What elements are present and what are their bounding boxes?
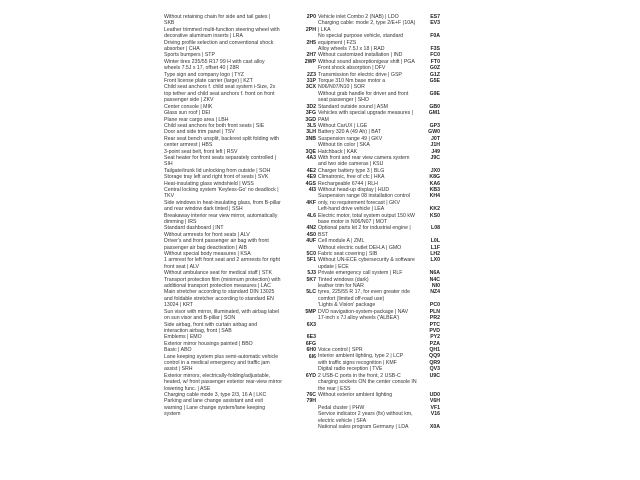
option-code: 5LC	[306, 289, 316, 296]
option-code: NI0	[431, 283, 440, 290]
option-description: Door and side trim panel | TSV	[164, 129, 235, 136]
option-code: 2PH	[305, 26, 316, 33]
option-description: leather trim for NAR	[318, 283, 364, 290]
option-description: Without CarUX | LGE	[318, 122, 368, 129]
option-description: National sales program Germany | LDA	[318, 423, 409, 430]
option-description: Suspension range 08 installation control only, no requirement forecast | GKV	[318, 193, 412, 206]
option-description: Emblems | EMO	[164, 334, 202, 341]
option-row	[318, 78, 440, 91]
option-code: 3FG	[305, 110, 316, 117]
option-description: Without tin color | SKA	[318, 142, 370, 149]
option-code: 4E2	[306, 167, 316, 174]
option-code: 6X3	[306, 321, 316, 328]
option-description: Electric motor, total system output 150 kW base motor in N06/N07 | MOT	[318, 212, 417, 225]
option-code: 2H7	[306, 52, 316, 59]
option-code: G5E	[429, 78, 440, 85]
option-code: 3CX	[305, 84, 316, 91]
option-code: L08	[431, 225, 440, 232]
option-description: Main stretcher according to standard DIN 13025 and foldable stretcher according to standard EN 13024 | KRT	[164, 289, 276, 309]
option-description: Charging cable: mode 2, type 2/E+F (10A) | LKA	[318, 20, 417, 33]
option-code: 3NB	[305, 135, 316, 142]
option-row	[164, 213, 316, 226]
option-code: 2H5	[306, 39, 316, 46]
option-description: Charger battery type 3 | BLG	[318, 167, 385, 174]
option-description: Side airbag, front with curtain airbag and interaction airbag, front | SAB	[164, 321, 259, 334]
option-description: Vehicle inlet Combo 2 (NAB) | LDO	[318, 14, 399, 20]
option-description: Without exterior ambient lighting	[318, 391, 393, 398]
option-code: 6YD	[305, 372, 316, 379]
option-row	[164, 322, 316, 335]
option-row	[164, 84, 316, 103]
option-description: Without ambulance seat for medical staff | STK	[164, 270, 272, 277]
option-code: KH4	[429, 193, 440, 200]
option-code: GB0	[429, 103, 440, 110]
option-description: Vehicles with special upgrade measures | PAM	[318, 110, 415, 123]
option-description: Interior ambient lighting, type 2 | LCP	[318, 353, 404, 360]
option-code: 3GD	[305, 116, 316, 123]
option-row	[164, 257, 316, 270]
option-code: 5MP	[305, 308, 316, 315]
option-code: F3S	[430, 46, 440, 53]
option-row	[164, 155, 316, 168]
option-description: Plane rear cargo area | LBH	[164, 116, 229, 123]
option-code: 6I6	[308, 353, 316, 360]
option-code: 5F1	[307, 257, 316, 264]
option-description: Heat-insulating glass windshield | WSS	[164, 180, 254, 187]
option-description: Transmission for electric drive | GSP	[318, 71, 402, 78]
option-description: Alloy wheels 7.5J x 18 | RAD	[318, 46, 385, 53]
option-code: J9C	[430, 154, 440, 161]
option-description: Front shock absorption | DFV	[318, 65, 386, 72]
option-description: Lane keeping system plus semi-automatic vehicle control in a medical emergency and traffic jam assist | SRH	[164, 353, 280, 373]
option-code: GP3	[429, 122, 440, 129]
option-description: Optional parts kit 2 for industrial engine | BST	[318, 225, 413, 238]
option-row	[164, 187, 316, 200]
option-code: G1Z	[429, 71, 440, 78]
option-description: With front and rear view camera system and two side cameras | KSU	[318, 154, 411, 168]
option-code: G9E	[429, 90, 440, 97]
option-description: Driving profile selection and conventional shock absorber | CHA	[164, 39, 275, 53]
option-code: KS0	[429, 212, 440, 219]
option-code: J0T	[431, 135, 440, 142]
option-code: 5J3	[307, 270, 316, 277]
option-description: No special purpose vehicle, standard equipment | FZS	[318, 33, 405, 46]
option-row	[164, 354, 316, 373]
option-row	[164, 373, 316, 392]
option-row	[164, 238, 316, 251]
option-code: F0A	[430, 33, 440, 40]
option-description: DVD navigation-system-package | NAV	[318, 308, 409, 315]
option-description: 1 armrest for left front seat and 2 armrests for right front seat | ALV	[164, 257, 282, 270]
option-row	[164, 27, 316, 40]
option-description: Standard dashboard | INT	[164, 225, 224, 232]
left-option-column	[164, 14, 316, 418]
option-description: Private emergency call system | RLF	[318, 270, 403, 277]
option-code: LX0	[430, 257, 440, 264]
option-code: 6FG	[305, 340, 316, 347]
option-description: Climatronic, free of cfc | HKA	[318, 174, 385, 181]
option-code: ES7	[430, 14, 440, 20]
option-row	[164, 289, 316, 308]
option-code: QV3	[429, 366, 440, 373]
option-code: 4L6	[307, 212, 316, 219]
option-row	[164, 277, 316, 290]
option-description: Without electric outlet DEH.A | GMO	[318, 244, 402, 251]
option-code: 4I3	[308, 186, 316, 193]
option-code: KB3	[429, 186, 440, 193]
option-description: Without grab handle for driver and front seat passenger | SHO	[318, 90, 410, 104]
option-description: Without UN-ECE cybersecurity & software update | ECE	[318, 257, 417, 270]
option-code: QR9	[429, 359, 440, 366]
option-description: Torque 310 Nm base motor a N06/N07/N10 | SOR	[318, 78, 387, 91]
option-code: 4KF	[306, 199, 316, 206]
option-description: Exterior mirror housings painted | BBO	[164, 340, 253, 347]
option-description: Basic | ABO	[164, 347, 192, 354]
option-code: 2Z3	[307, 71, 316, 78]
option-code: 4A3	[306, 154, 316, 161]
option-code: 3D2	[306, 103, 316, 110]
option-description: Rechargeable 6744 | RLH	[318, 180, 378, 187]
option-code: PC0	[429, 302, 440, 309]
option-description: tyres, 225/55 R 17, for even greater ride comfort (limited off-road use)	[318, 289, 412, 302]
option-code: 2P0	[306, 14, 316, 20]
option-row	[318, 411, 440, 424]
option-code: LH2	[430, 251, 440, 258]
option-description: Rear seat bench unsplit, backrest split folding with center armrest | HBS	[164, 135, 281, 149]
option-code: 4GS	[305, 180, 316, 187]
option-row	[318, 33, 440, 46]
option-code: 6E3	[306, 334, 316, 341]
option-description: Winter tires 235/55 R17 99 H with cast alloy wheels 7.5J x 17, offset 40 | 28R	[164, 58, 267, 72]
option-row	[318, 155, 440, 168]
option-code: 31P	[306, 78, 316, 85]
option-code: 2WP	[304, 58, 316, 65]
option-row	[318, 257, 440, 270]
option-description: Sports bumpers | STP	[164, 52, 215, 59]
option-description: Suspension range 49 | GKV	[318, 135, 383, 142]
option-description: 'Lights & Vision' package	[318, 302, 376, 309]
option-description: Without head-up display | HUD	[318, 186, 390, 193]
option-description: Storage tray left and right front of seats | SVK	[164, 174, 269, 181]
option-code: PY2	[430, 334, 440, 341]
option-code: EV3	[430, 20, 440, 27]
option-code: K8G	[429, 174, 440, 181]
option-description: Cell module A | ZML	[318, 238, 365, 245]
option-description: Parking and lane change assistant and exit warning | Lane change system/lane keeping system	[164, 398, 267, 418]
option-description: Glass sun roof | DEI	[164, 110, 211, 117]
option-row	[164, 398, 316, 417]
option-description: Service indicator 2 years (fix) without km, electric vehicle | SFA	[318, 411, 415, 424]
option-code: X0A	[429, 423, 440, 430]
option-description: Tinted windows (dark)	[318, 276, 369, 283]
option-code: V6H	[429, 398, 440, 405]
option-description: Driver's and front passenger air bag with front passenger air bag deactivation | AIB	[164, 238, 271, 251]
option-description: Exterior mirrors, electrically-folding/adjustable, heated, w/ front passenger exterior rear-view mirror lowering func. | ASE	[164, 372, 284, 392]
option-description: Fabric seat covering | SIB	[318, 251, 378, 258]
option-description: Standard outside sound | ASM	[318, 103, 388, 110]
option-code: J49	[431, 148, 440, 155]
option-code: 76C	[306, 391, 316, 398]
option-code: U9C	[429, 372, 440, 379]
option-row	[318, 193, 440, 206]
option-description: Digital radio reception | TVE	[318, 366, 383, 373]
option-code: NZ4	[430, 289, 440, 296]
option-code: PZA	[429, 340, 440, 347]
option-code: L0L	[430, 238, 440, 245]
option-row	[318, 373, 440, 392]
option-description: Transport protection film (minimum protection) with additional transport protection measures | LAC	[164, 276, 283, 290]
option-code: 3L5	[307, 122, 316, 129]
option-code: 3LH	[306, 129, 316, 136]
option-code: 4S0	[306, 231, 316, 238]
option-code: N4C	[429, 276, 440, 283]
option-description: Sun visor with mirror, illuminated, with airbag label on sun visor and B-pillar | SON	[164, 308, 281, 322]
option-code: PLN	[429, 308, 440, 315]
option-description: Without retaining chain for side and tail gates | SKB	[164, 14, 272, 27]
option-row	[318, 424, 440, 430]
option-code: KK2	[429, 206, 440, 213]
option-code: 6H0	[306, 347, 316, 354]
option-description: 3-point seat belt, front left | RSV	[164, 148, 238, 155]
option-description: Battery 320 A (49 Ah) | BAT	[318, 129, 381, 136]
option-code: 4E9	[306, 174, 316, 181]
option-description: Front license plate carrier (large) | KZT	[164, 78, 253, 85]
option-description: Without armrests for front seats | ALV	[164, 231, 250, 238]
option-row	[164, 200, 316, 213]
right-option-column	[318, 14, 440, 430]
option-description: Without special body measures | KSA	[164, 251, 251, 258]
option-description: Seat heater for front seats separately controlled | SIH	[164, 154, 278, 168]
option-code: 5K7	[306, 276, 316, 283]
option-code: 4N2	[306, 225, 316, 232]
option-row	[318, 91, 440, 104]
option-description: Hatchback | KAK	[318, 148, 358, 155]
option-code: GW0	[428, 129, 440, 136]
option-code: UD0	[429, 391, 440, 398]
option-row	[318, 225, 440, 238]
option-row	[318, 20, 440, 33]
option-description: Without sound absorption/gear shift | PGA	[318, 58, 415, 65]
option-code: PVD	[429, 327, 440, 334]
option-code: PTC	[429, 321, 440, 328]
option-code: L1F	[430, 244, 440, 251]
option-description: Voice control | SPR	[318, 347, 363, 354]
option-description: Type sign and company logo | TYZ	[164, 71, 244, 78]
option-code: PR2	[429, 315, 440, 322]
option-code: 5C0	[306, 251, 316, 258]
option-code: J1H	[430, 142, 440, 149]
option-code: 3QE	[305, 148, 316, 155]
option-description: Center console | MIK	[164, 103, 213, 110]
option-description: Charging cable mode 3, type 2/3, 16 A | LKC	[164, 391, 267, 398]
option-code: QH1	[429, 347, 440, 354]
option-row	[164, 14, 316, 27]
option-description: Side windows in heat-insulating glass, from B-pillar and rear window dark tinted | SSH	[164, 199, 283, 213]
option-row	[164, 59, 316, 72]
option-row	[318, 110, 440, 123]
option-description: Tailgate/trunk lid unlocking from outside | SOH	[164, 167, 271, 174]
option-description: Pedal cluster | PHW	[318, 404, 365, 411]
option-code: N6A	[429, 270, 440, 277]
option-code: 79H	[306, 398, 316, 405]
option-code: 4UF	[306, 238, 316, 245]
option-code: FC0	[430, 52, 440, 59]
option-row	[164, 40, 316, 53]
option-code: FT0	[430, 58, 440, 65]
option-description: Central locking system 'Keyless-Go' no deadlock | TKV	[164, 186, 280, 200]
option-row	[318, 289, 440, 302]
option-description: 2 USB-C ports in the front, 2 USB-C charging sockets ON the center console IN the rear | ESS	[318, 372, 419, 392]
option-description: Leather trimmed multi-function steering wheel with decorative aluminum inserts | LRA	[164, 26, 282, 40]
option-description: Child seat anchors f. child seat system i-Size, 2x top tether and child seat anchors f. front on front passenger side | ZKV	[164, 84, 277, 104]
option-description: Breakaway interior rear view mirror, automatically dimming | IRS	[164, 212, 279, 225]
option-description: with traffic signs recognition | KMF	[318, 359, 397, 366]
option-code: VF1	[430, 404, 440, 411]
option-code: GM1	[428, 110, 440, 117]
option-description: Child seat anchors for both front seats | SIE	[164, 122, 265, 129]
option-code: KA6	[429, 180, 440, 187]
option-description: Left-hand drive vehicle | LEA	[318, 206, 385, 213]
option-row	[164, 136, 316, 149]
option-code: G0Z	[429, 65, 440, 72]
option-row	[164, 309, 316, 322]
option-code: JX0	[430, 167, 440, 174]
option-code: V16	[430, 411, 440, 418]
option-code: QQ9	[429, 353, 440, 360]
option-row	[318, 213, 440, 226]
option-description: 17-inch x 7J alloy wheels ('ALBEA')	[318, 315, 400, 322]
option-description: Without customized installation | IND	[318, 52, 403, 59]
